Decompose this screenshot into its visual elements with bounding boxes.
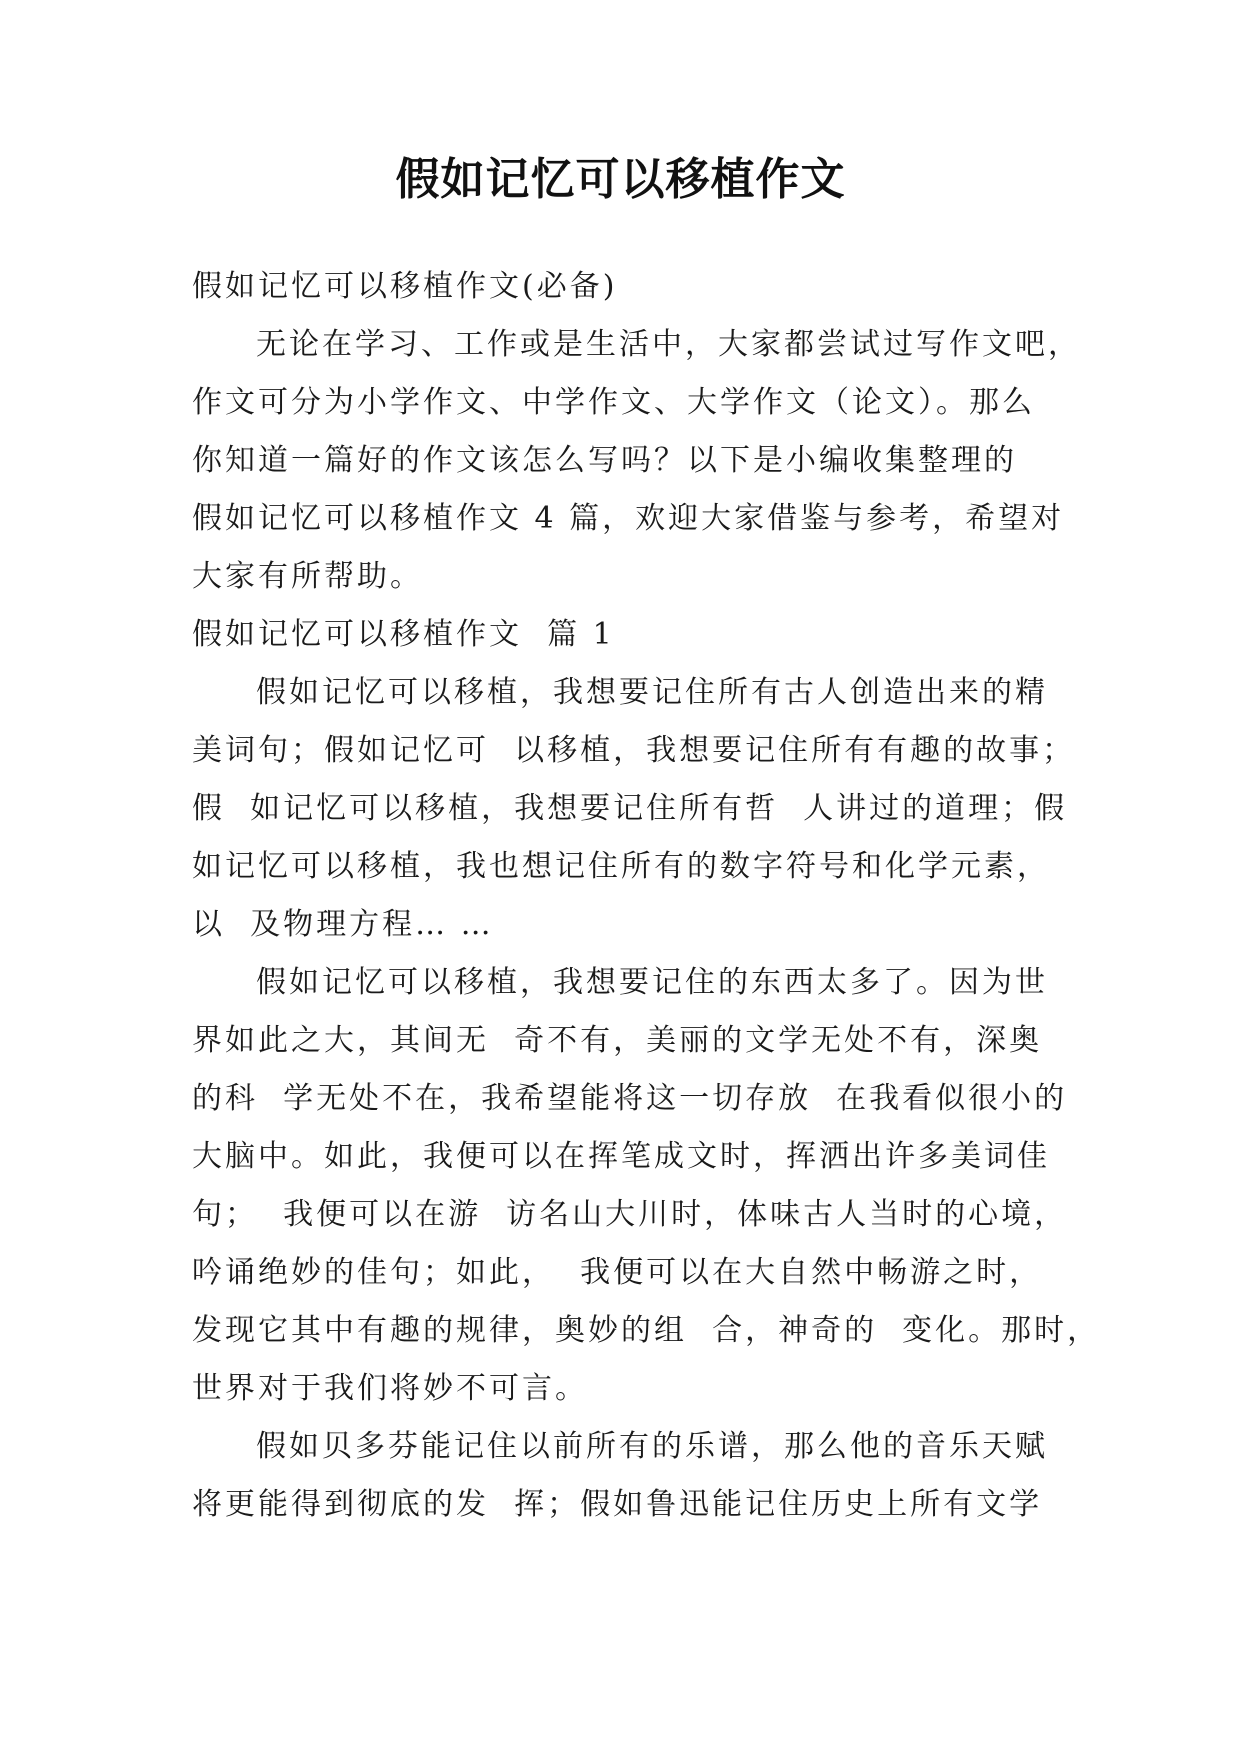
paragraph-line: 假如记忆可以移植，我想要记住的东西太多了。因为世: [256, 965, 1048, 1000]
paragraph-line: 无论在学习、工作或是生活中，大家都尝试过写作文吧，: [256, 327, 1081, 362]
paragraph-line: 界如此之大，其间无 奇不有，美丽的文学无处不有，深奥: [192, 1023, 1043, 1058]
paragraph-line: 发现它其中有趣的规律，奥妙的组 合，神奇的 变化。那时，: [192, 1313, 1101, 1348]
paragraph-line: 世界对于我们将妙不可言。: [192, 1371, 588, 1406]
paragraph-line: 假如记忆可以移植作文 4 篇，欢迎大家借鉴与参考，希望对: [192, 501, 1065, 536]
paragraph-line: 作文可分为小学作文、中学作文、大学作文（论文）。那么: [192, 385, 1035, 420]
subtitle-line: 假如记忆可以移植作文(必备): [192, 269, 618, 304]
paragraph-line: 假 如记忆可以移植，我想要记住所有哲 人讲过的道理；假: [192, 791, 1068, 826]
document-title: 假如记忆可以移植作文: [395, 154, 846, 205]
paragraph-line: 的科 学无处不在，我希望能将这一切存放 在我看似很小的: [192, 1081, 1068, 1116]
section-heading: 假如记忆可以移植作文 篇 1: [192, 617, 615, 652]
paragraph-line: 大脑中。如此，我便可以在挥笔成文时，挥洒出许多美词佳: [192, 1139, 1050, 1174]
paragraph-line: 吟诵绝妙的佳句；如此， 我便可以在大自然中畅游之时，: [192, 1255, 1043, 1290]
paragraph-line: 你知道一篇好的作文该怎么写吗？以下是小编收集整理的: [192, 443, 1017, 478]
paragraph-line: 大家有所帮助。: [192, 559, 423, 594]
paragraph-line: 以 及物理方程… …: [192, 907, 494, 942]
paragraph-line: 美词句；假如记忆可 以移植，我想要记住所有有趣的故事；: [192, 733, 1076, 768]
paragraph-line: 句； 我便可以在游 访名山大川时，体味古人当时的心境，: [192, 1197, 1068, 1232]
document-body: [192, 258, 1101, 1534]
paragraph-line: 如记忆可以移植，我也想记住所有的数字符号和化学元素，: [192, 849, 1050, 884]
paragraph-line: 将更能得到彻底的发 挥；假如鲁迅能记住历史上所有文学: [192, 1487, 1043, 1522]
paragraph-line: 假如贝多芬能记住以前所有的乐谱，那么他的音乐天赋: [256, 1429, 1048, 1464]
paragraph-line: 假如记忆可以移植，我想要记住所有古人创造出来的精: [256, 675, 1048, 710]
